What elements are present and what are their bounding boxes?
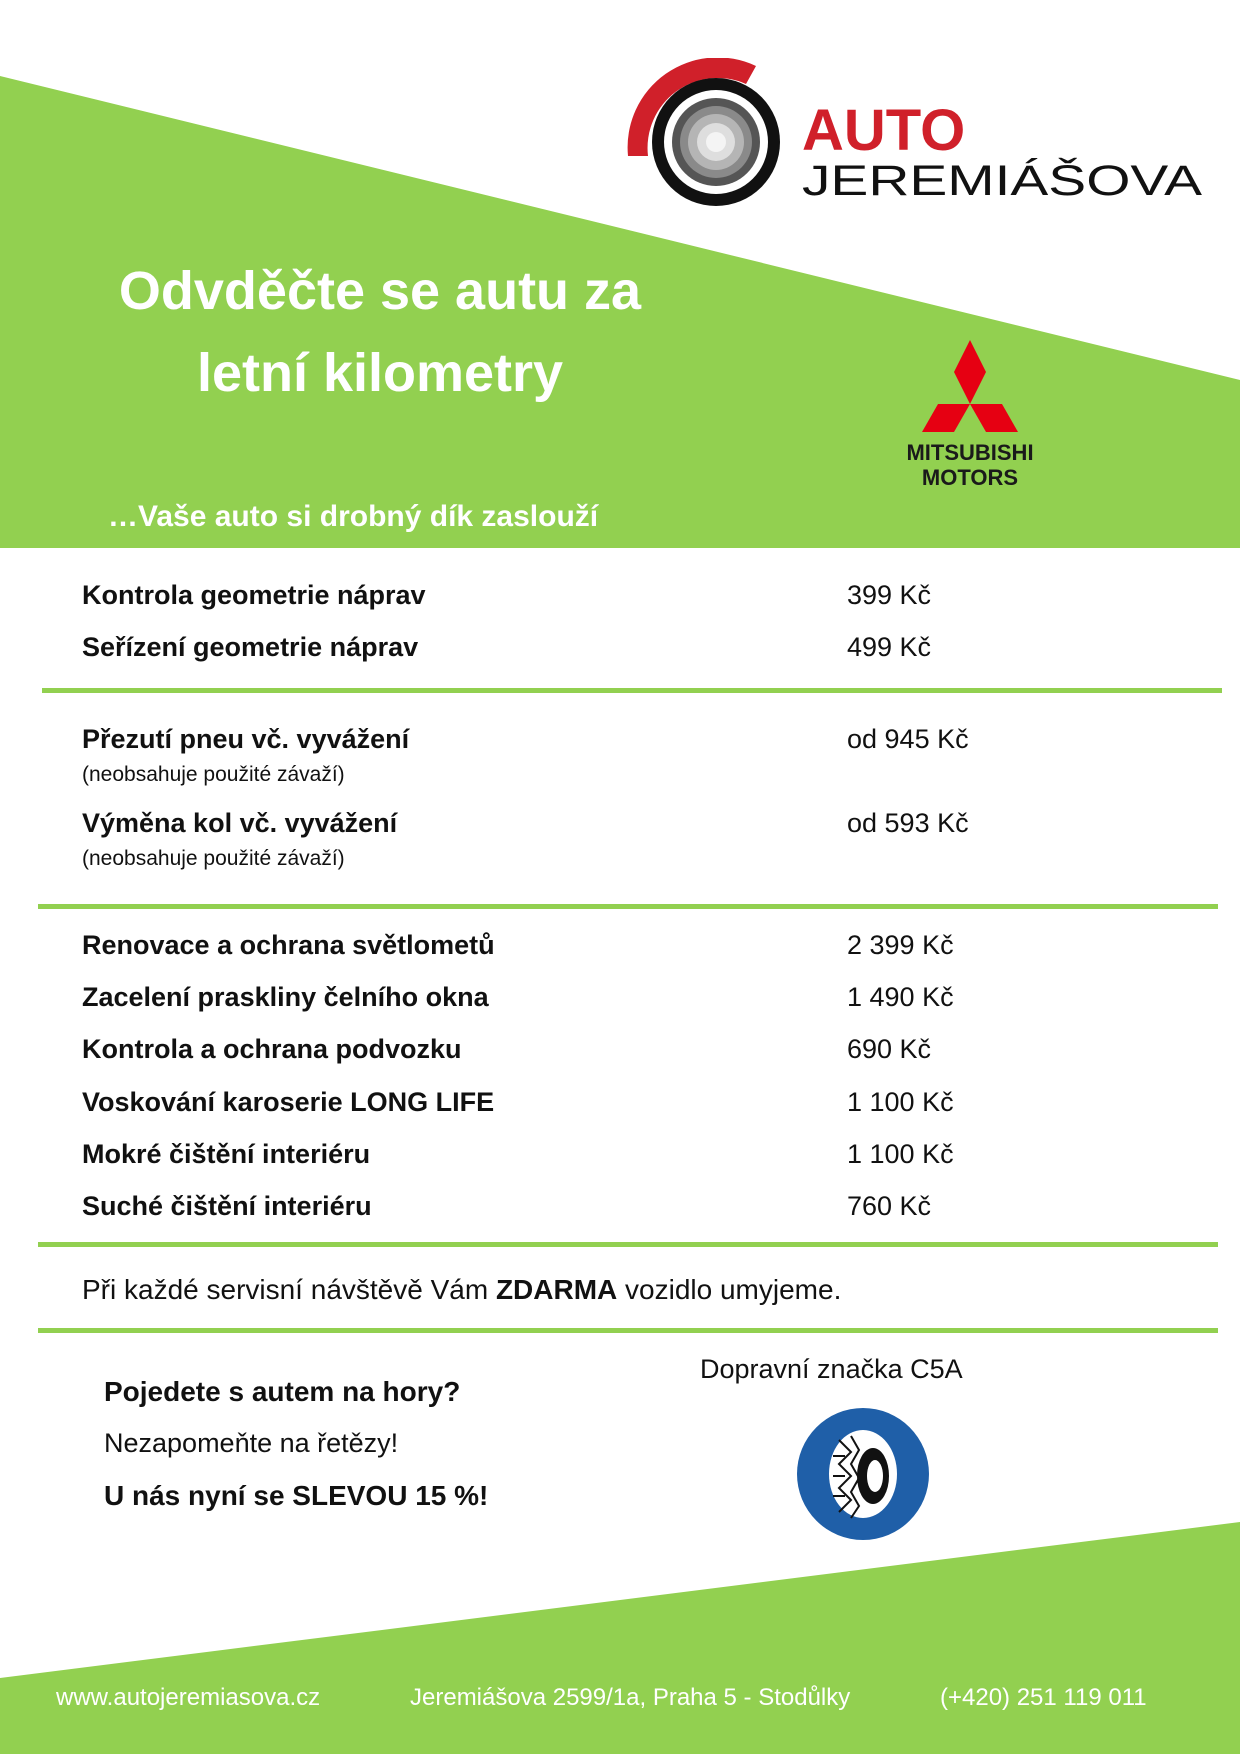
- headline-line-1: Odvděčte se autu za: [118, 261, 642, 321]
- service-note: (neobsahuje použité závaží): [82, 847, 345, 870]
- auto-jeremiasova-logo: [620, 58, 1220, 228]
- footer-phone[interactable]: (+420) 251 119 011: [940, 1684, 1147, 1711]
- price-row: [82, 930, 1162, 961]
- service-price: od 945 Kč: [847, 724, 969, 754]
- section-divider: [42, 688, 1222, 693]
- mitsubishi-line-1: MITSUBISHI: [906, 440, 1034, 465]
- service-price: 760 Kč: [847, 1191, 932, 1221]
- price-row: [82, 724, 1162, 787]
- headline: [60, 250, 700, 414]
- service-price: 1 490 Kč: [847, 982, 954, 1012]
- road-sign-caption: Dopravní značka C5A: [700, 1354, 963, 1384]
- service-price: 399 Kč: [847, 580, 932, 610]
- service-name: Zacelení praskliny čelního okna: [82, 982, 489, 1012]
- price-row: [82, 1139, 1162, 1170]
- snow-chains-sign-icon: [795, 1406, 931, 1542]
- service-price: 690 Kč: [847, 1034, 932, 1064]
- price-row: [82, 808, 1162, 871]
- service-price: od 593 Kč: [847, 808, 969, 838]
- price-row: [82, 1087, 1162, 1118]
- service-price: 1 100 Kč: [847, 1087, 954, 1117]
- price-row: [82, 1191, 1162, 1222]
- free-wash-highlight: ZDARMA: [495, 1274, 618, 1305]
- service-price: 499 Kč: [847, 632, 932, 662]
- price-row: [82, 580, 1162, 611]
- service-name: Výměna kol vč. vyvážení: [82, 808, 398, 838]
- promo-question: Pojedete s autem na hory?: [104, 1376, 461, 1407]
- free-wash-text-after: vozidlo umyjeme.: [617, 1274, 842, 1305]
- section-divider: [38, 1242, 1218, 1247]
- footer-address: Jeremiášova 2599/1a, Praha 5 - Stodůlky: [410, 1684, 851, 1711]
- brand-word-auto: AUTO: [802, 98, 966, 163]
- service-note: (neobsahuje použité závaží): [82, 763, 345, 786]
- free-wash-text-before: Při každé servisní návštěvě Vám: [82, 1274, 496, 1305]
- headline-line-2: letní kilometry: [196, 343, 564, 403]
- service-name: Kontrola geometrie náprav: [82, 580, 426, 610]
- promo-offer: U nás nyní se SLEVOU 15 %!: [104, 1480, 489, 1511]
- price-row: [82, 1034, 1162, 1065]
- brand-word-jeremiasova: JEREMIÁŠOVA: [802, 157, 1203, 205]
- section-divider: [38, 904, 1218, 909]
- price-row: [82, 982, 1162, 1013]
- tagline: …Vaše auto si drobný dík zaslouží: [108, 500, 599, 533]
- service-name: Seřízení geometrie náprav: [82, 632, 419, 662]
- footer-website-link[interactable]: www.autojeremiasova.cz: [56, 1684, 321, 1711]
- service-price: 1 100 Kč: [847, 1139, 954, 1169]
- section-divider: [38, 1328, 1218, 1333]
- mitsubishi-wordmark: [880, 440, 1060, 490]
- promo-reminder: Nezapomeňte na řetězy!: [104, 1428, 399, 1458]
- service-name: Přezutí pneu vč. vyvážení: [82, 724, 410, 754]
- service-name: Renovace a ochrana světlometů: [82, 930, 495, 960]
- service-name: Suché čištění interiéru: [82, 1191, 372, 1221]
- service-name: Voskování karoserie LONG LIFE: [82, 1087, 495, 1117]
- service-price: 2 399 Kč: [847, 930, 954, 960]
- mitsubishi-line-2: MOTORS: [921, 465, 1019, 490]
- free-wash-note: [82, 1274, 841, 1306]
- price-row: [82, 632, 1162, 663]
- service-name: Kontrola a ochrana podvozku: [82, 1034, 462, 1064]
- service-name: Mokré čištění interiéru: [82, 1139, 371, 1169]
